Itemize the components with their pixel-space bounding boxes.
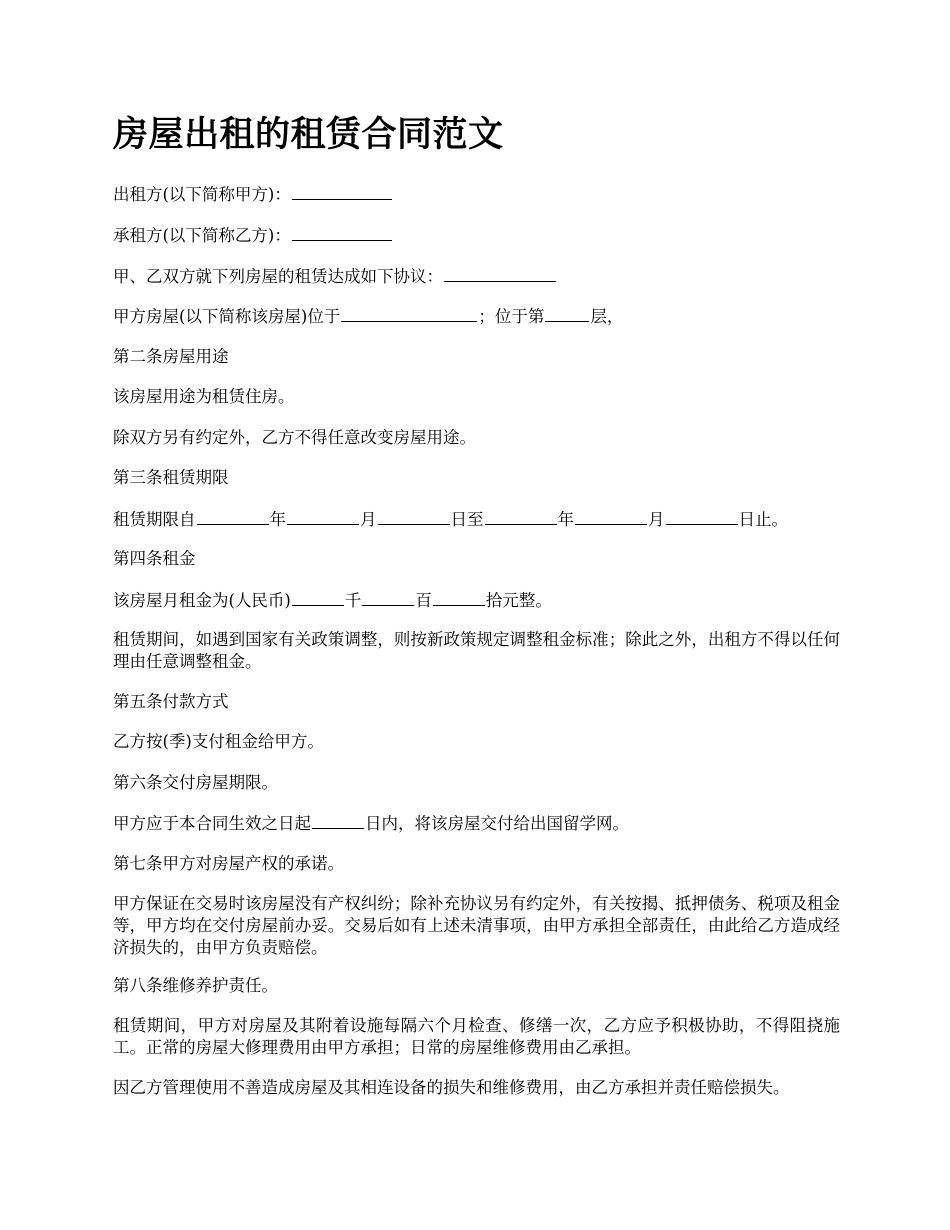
location-line bbox=[113, 305, 840, 328]
term-line bbox=[113, 508, 840, 531]
rent-thousand: 千 bbox=[344, 591, 362, 610]
article-7-heading: 第七条甲方对房屋产权的承诺。 bbox=[113, 854, 344, 873]
term-month-1: 月 bbox=[360, 510, 377, 529]
article-4-heading: 第四条租金 bbox=[113, 549, 196, 568]
article-5-heading: 第五条付款方式 bbox=[113, 692, 229, 711]
term-day-to: 日至 bbox=[450, 510, 484, 529]
term-prefix: 租赁期限自 bbox=[113, 510, 196, 529]
term-start-month-blank bbox=[287, 508, 359, 525]
term-end-year-blank bbox=[485, 508, 557, 525]
rent-hundred-blank bbox=[362, 589, 414, 606]
agreement-intro: 甲、乙双方就下列房屋的租赁达成如下协议： bbox=[113, 267, 443, 286]
article-7-paragraph: 甲方保证在交易时该房屋没有产权纠纷；除补充协议另有约定外，有关按揭、抵押债务、税项及租金等，甲方均在交付房屋前办妥。交易后如有上述未清事项，由甲方承担全部责任，由此给乙方造成经济损失的，由甲方负责赔偿。 bbox=[113, 894, 840, 957]
lessor-label: 出租方(以下简称甲方)： bbox=[113, 185, 291, 204]
article-8-paragraph-1: 租赁期间，甲方对房屋及其附着设施每隔六个月检查、修缮一次，乙方应予积极协助，不得阻挠施工。正常的房屋大修理费用由甲方承担；日常的房屋维修费用由乙承担。 bbox=[113, 1016, 840, 1057]
location-suffix: 层， bbox=[590, 307, 624, 326]
rent-ten-blank bbox=[433, 589, 485, 606]
agreement-intro-line bbox=[113, 265, 840, 288]
floor-blank bbox=[545, 305, 589, 322]
location-mid: ；位于第 bbox=[478, 307, 545, 326]
article-8-heading: 第八条维修养护责任。 bbox=[113, 976, 278, 995]
article-8-paragraph-2: 因乙方管理使用不善造成房屋及其相连设备的损失和维修费用，由乙方承担并责任赔偿损失。 bbox=[113, 1078, 790, 1097]
article-5-text: 乙方按(季)支付租金给甲方。 bbox=[113, 732, 324, 751]
term-year-2: 年 bbox=[557, 510, 574, 529]
article-3-heading: 第三条租赁期限 bbox=[113, 468, 229, 487]
lessee-blank bbox=[292, 224, 392, 241]
location-blank bbox=[341, 305, 477, 322]
term-year-1: 年 bbox=[269, 510, 286, 529]
rent-prefix: 该房屋月租金为(人民币) bbox=[113, 591, 291, 610]
lessee-line bbox=[113, 224, 840, 247]
lessor-blank bbox=[292, 183, 392, 200]
article-2-heading: 第二条房屋用途 bbox=[113, 347, 229, 366]
article-2-text-1: 该房屋用途为租赁住房。 bbox=[113, 387, 295, 406]
rent-suffix: 拾元整。 bbox=[485, 591, 552, 610]
term-end-day-blank bbox=[666, 508, 738, 525]
delivery-line bbox=[113, 812, 840, 835]
rent-policy-paragraph: 租赁期间，如遇到国家有关政策调整，则按新政策规定调整租金标准；除此之外，出租方不得以任何理由任意调整租金。 bbox=[113, 630, 840, 671]
agreement-blank bbox=[444, 265, 556, 282]
article-6-heading: 第六条交付房屋期限。 bbox=[113, 773, 278, 792]
location-prefix: 甲方房屋(以下简称该房屋)位于 bbox=[113, 307, 341, 326]
delivery-prefix: 甲方应于本合同生效之日起 bbox=[113, 814, 311, 833]
term-month-2: 月 bbox=[648, 510, 665, 529]
delivery-days-blank bbox=[312, 812, 364, 829]
rent-thousand-blank bbox=[292, 589, 344, 606]
lessee-label: 承租方(以下简称乙方)： bbox=[113, 226, 291, 245]
document-title: 房屋出租的租赁合同范文 bbox=[113, 114, 504, 155]
article-2-text-2: 除双方另有约定外，乙方不得任意改变房屋用途。 bbox=[113, 428, 476, 447]
term-end: 日止。 bbox=[738, 510, 788, 529]
rent-hundred: 百 bbox=[415, 591, 432, 610]
lessor-line bbox=[113, 183, 840, 206]
term-end-month-blank bbox=[575, 508, 647, 525]
term-start-day-blank bbox=[378, 508, 450, 525]
delivery-suffix: 日内，将该房屋交付给出国留学网。 bbox=[365, 814, 629, 833]
rent-line bbox=[113, 589, 840, 612]
term-start-year-blank bbox=[197, 508, 269, 525]
